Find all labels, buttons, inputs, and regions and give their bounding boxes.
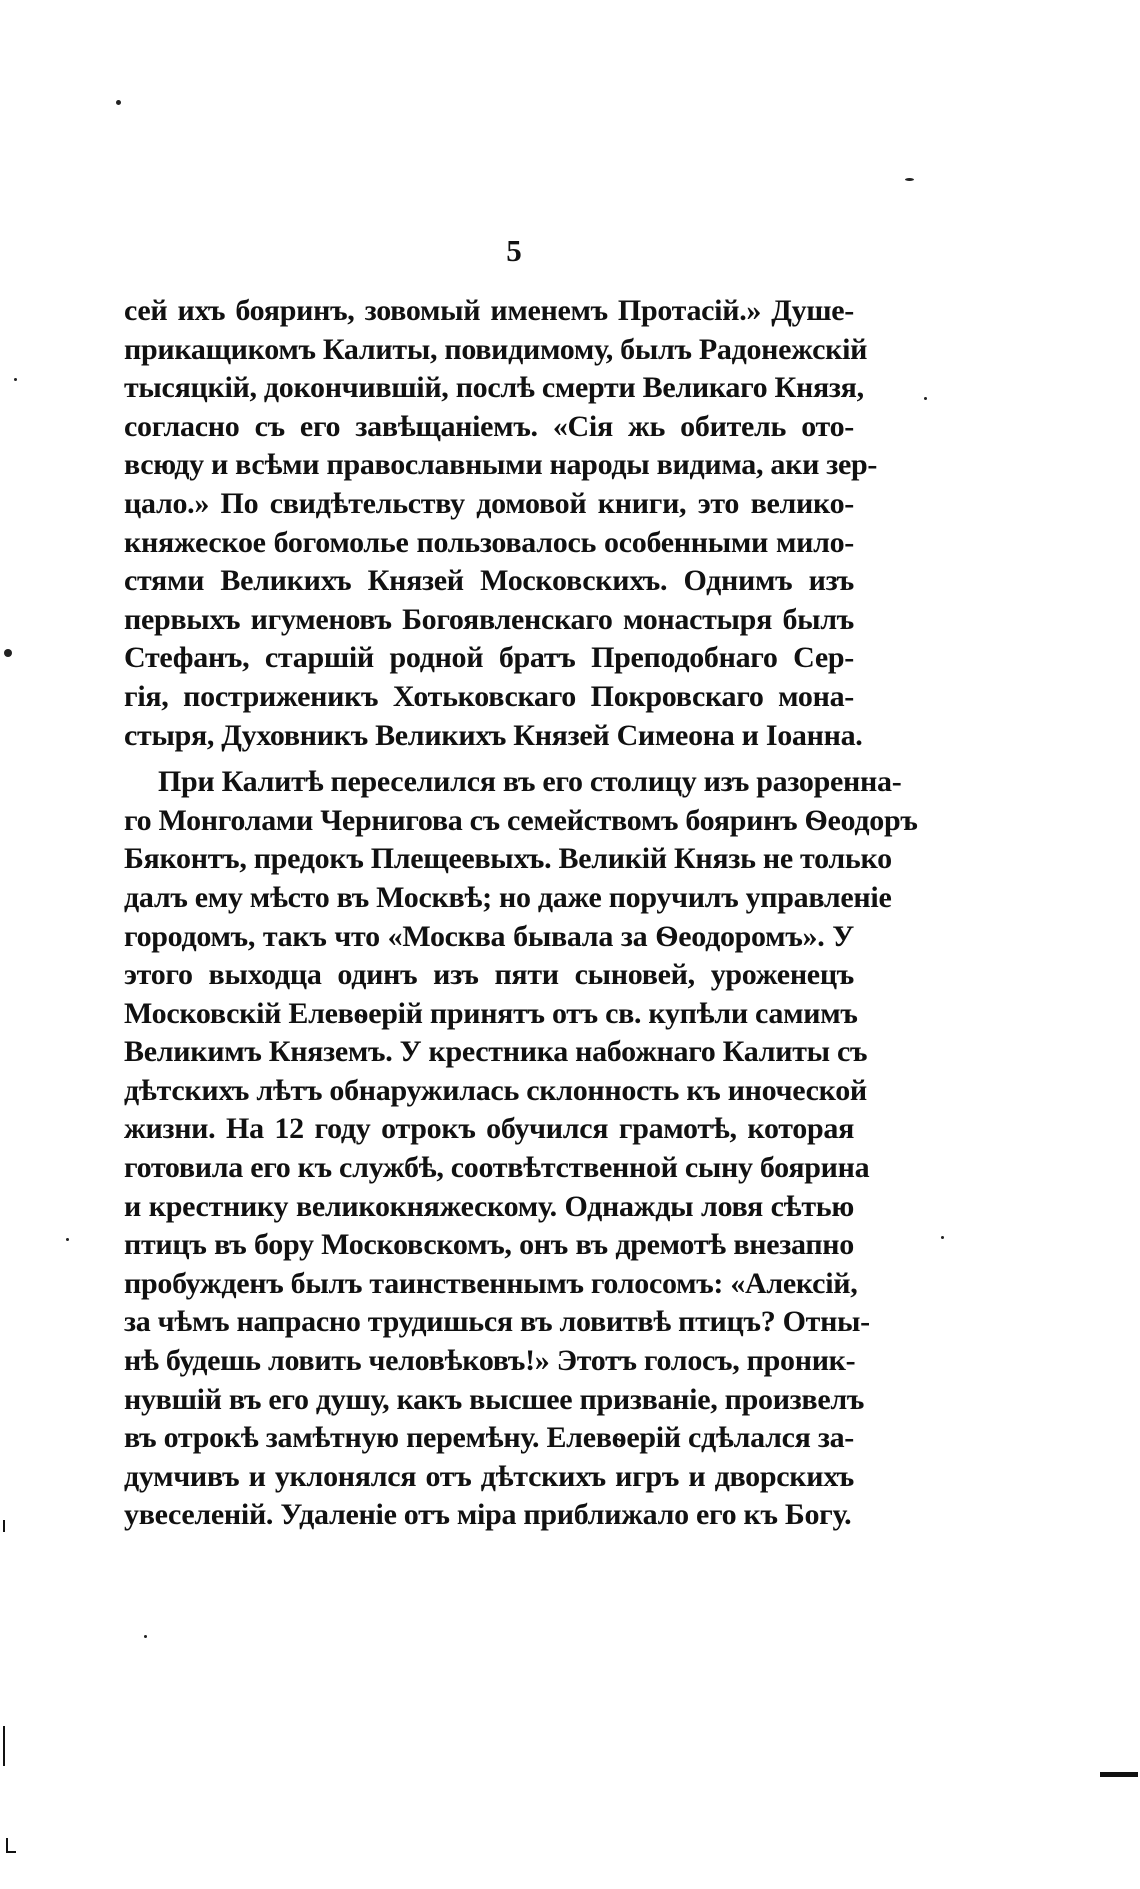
text-line: всюду и всѣми православными народы видима, аки зер- xyxy=(124,448,878,482)
text-line: далъ ему мѣсто въ Москвѣ; но даже поручилъ управленіе xyxy=(124,880,892,914)
text-line: стями Великихъ Князей Московскихъ. Однимъ изъ xyxy=(124,564,854,598)
paragraph-1 xyxy=(124,292,878,755)
scan-edge-mark xyxy=(3,1520,5,1532)
text-line: сей ихъ бояринъ, зовомый именемъ Протасій.» Душе- xyxy=(124,294,854,327)
text-line: дѣтскихъ лѣтъ обнаружилась склонность къ иноческой xyxy=(124,1073,867,1107)
page-number: 5 xyxy=(506,233,522,268)
scan-edge-mark xyxy=(1100,1772,1138,1777)
scan-speck xyxy=(144,1635,147,1638)
text-line: Стефанъ, старшій родной братъ Преподобнаго Сер- xyxy=(124,641,854,675)
text-line: думчивъ и уклонялся отъ дѣтскихъ игръ и дворскихъ xyxy=(124,1459,854,1493)
scan-edge-mark xyxy=(6,1838,8,1852)
text-line: этого выходца одинъ изъ пяти сыновей, уроженецъ xyxy=(124,958,854,992)
text-line: княжеское богомолье пользовалось особенными мило- xyxy=(124,525,854,559)
paragraph-2 xyxy=(124,763,918,1535)
text-line: первыхъ игуменовъ Богоявленскаго монастыря былъ xyxy=(124,602,854,636)
text-line: Московскій Елевѳерій принятъ отъ св. купѣли самимъ xyxy=(124,996,858,1030)
scan-speck xyxy=(116,100,121,105)
text-line: согласно съ его завѣщаніемъ. «Сія жь обитель ото- xyxy=(124,409,854,443)
text-line: нувшій въ его душу, какъ высшее призваніе, произвелъ xyxy=(124,1382,865,1416)
text-line: цало.» По свидѣтельству домовой книги, это велико- xyxy=(124,486,854,520)
scan-speck xyxy=(66,1238,69,1241)
body-text xyxy=(124,292,918,1535)
text-line: го Монголами Чернигова съ семействомъ бояринъ Ѳеодоръ xyxy=(124,803,918,837)
scan-speck xyxy=(4,649,12,657)
text-line: Бяконтъ, предокъ Плещеевыхъ. Великій Князь не только xyxy=(124,842,892,876)
scan-speck xyxy=(905,178,914,181)
text-line: тысяцкій, докончившій, послѣ смерти Великаго Князя, xyxy=(124,371,864,405)
scan-edge-mark xyxy=(6,1851,16,1853)
text-line: за чѣмъ напрасно трудишься въ ловитвѣ птицъ? Отны- xyxy=(124,1305,870,1339)
scan-speck xyxy=(924,397,927,400)
scan-edge-mark xyxy=(3,1726,5,1766)
text-line: готовила его къ службѣ, соотвѣтственной сыну боярина xyxy=(124,1151,870,1185)
text-line: нѣ будешь ловить человѣковъ!» Этотъ голосъ, проник- xyxy=(124,1344,856,1378)
text-line: въ отрокѣ замѣтную перемѣну. Елевѳерій сдѣлался за- xyxy=(124,1421,854,1455)
text-line: и крестнику великокняжескому. Однажды ловя сѣтью xyxy=(124,1189,854,1223)
text-line: стыря, Духовникъ Великихъ Князей Симеона и Іоанна. xyxy=(124,718,863,752)
text-line: пробужденъ былъ таинственнымъ голосомъ: «Алексій, xyxy=(124,1266,858,1300)
text-line: жизни. На 12 году отрокъ обучился грамотѣ, которая xyxy=(124,1112,854,1146)
scan-speck xyxy=(941,1236,944,1239)
text-line: При Калитѣ переселился въ его столицу изъ разореннa- xyxy=(158,765,902,799)
text-line: прикащикомъ Калиты, повидимому, былъ Радонежскій xyxy=(124,332,868,366)
text-line: птицъ въ бору Московскомъ, онъ въ дремотѣ внезапно xyxy=(124,1228,854,1262)
text-line: Великимъ Княземъ. У крестника набожнаго Калиты съ xyxy=(124,1035,868,1069)
text-line: гія, постриженикъ Хотьковскаго Покровскаго мона- xyxy=(124,679,854,713)
scan-speck xyxy=(14,378,17,381)
text-line: увеселеній. Удаленіе отъ міра приближало его къ Богу. xyxy=(124,1498,852,1532)
text-line: городомъ, такъ что «Москва бывала за Ѳеодоромъ». У xyxy=(124,919,854,953)
